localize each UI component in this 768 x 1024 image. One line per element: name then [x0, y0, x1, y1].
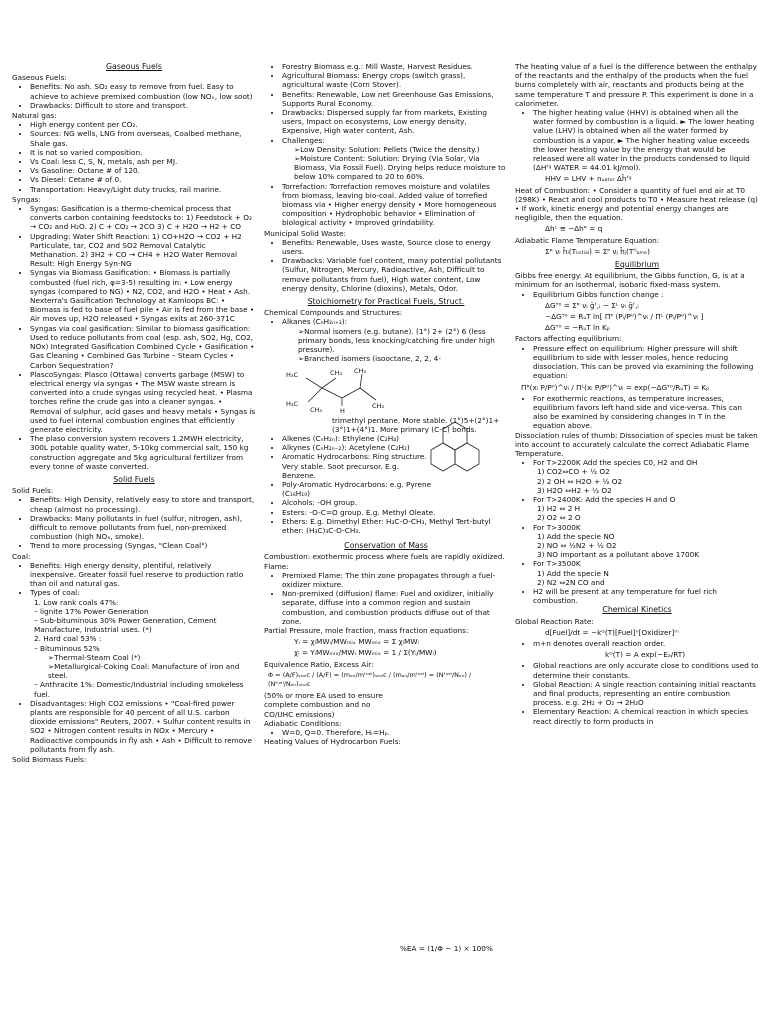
list-item: • Alkenes (CₙH₂ₙ): Ethylene (C₂H₄)	[282, 434, 432, 443]
list-item: • For exothermic reactions, as temperature increases, equilibrium favors left hand side and vice-versa. This can also be examined by considering changes in T in the equation above.	[533, 394, 759, 431]
mass-fraction-equation: Yᵢ = χᵢMWᵢ/MWₘᵢₓ MWₘᵢₓ = Σ χᵢMWᵢ	[294, 637, 419, 647]
adiabatic-flame-equation: Σᴿ νᵢ h̄ᵢ(Tᵢₙᵢₜᵢₐₗ) = Σᴾ νⱼ h̄ⱼ(Tᶠˡₐₘₑ)	[545, 246, 650, 256]
list-item: 3) H2O ⇔H2 + ½ O2	[537, 485, 612, 495]
msw-subheading: Municipal Solid Waste:	[264, 228, 346, 238]
list-item: • Upgrading: Water Shift Reaction: 1) CO+H2O → CO2 + H2 Particulate, tar, CO2 and SO2 Removal Catalytic Methanation. 2) 3H2 + CO → CH4 + H2O Water Removal Result: High Energy Syn-NG	[30, 232, 256, 269]
list-item: • Global reactions are only accurate close to conditions used to determine their constants.	[533, 661, 759, 679]
list-item: • For T>2200K Add the species C0, H2 and OH	[533, 458, 759, 467]
list-item: • Drawbacks: Dispersed supply far from markets, Existing users, Impact on ecosystems, Low energy density, Expensive, High water content, Ash.	[282, 108, 508, 136]
mol-label: CH₃	[310, 405, 323, 414]
list-item: • Drawbacks: Difficult to store and transport.	[30, 101, 256, 110]
heating-values-subheading: Heating Values of Hydrocarbon Fuels:	[264, 737, 401, 747]
list-item: • Poly-Aromatic Hydrocarbons: e.g. Pyrene (C₁₆H₁₀)	[282, 480, 432, 498]
global-rate-subheading: Global Reaction Rate:	[515, 616, 594, 626]
list-item: 2) 2 OH ⇔ H2O + ½ O2	[537, 476, 623, 486]
equivalence-ratio-subheading: Equivalence Ratio, Excess Air:	[264, 659, 374, 669]
list-item: • High energy content per CO₂.	[30, 120, 256, 129]
list-item: • Drawbacks: Many pollutants in fuel (sulfur, nitrogen, ash), difficult to remove pollutants from fuel, non-premixed combustion (high NOₓ, smoke).	[30, 514, 256, 542]
list-item: ➢ Thermal-Steam Coal (*)	[48, 653, 256, 662]
list-item: • Elementary Reaction: A chemical reaction in which species react directly to form products in	[533, 707, 759, 725]
list-item: – lignite 17% Power Generation	[34, 606, 149, 616]
gaseous-fuels-subheading: Gaseous Fuels:	[12, 73, 67, 83]
trimethyl-text: trimethyl pentane. More stable. (1°)5+(2°)1+(3°)1+(4°)1. More primary (C-C) bonds.	[332, 415, 500, 434]
list-item: • Challenges:	[282, 136, 508, 145]
column-3	[515, 62, 759, 726]
heating-value-paragraph: The heating value of a fuel is the difference between the enthalpy of the reactants and the enthalpy of the products when the fuel burns completely with air, reactants and products being at the same temperature T and pressure P. This experiment is done in a calorimeter.	[515, 62, 757, 108]
list-item: • Benefits: High energy density, plentiful, relatively inexpensive. Greater fossil fuel reserve to production ratio than oil and natural gas.	[30, 561, 256, 589]
list-item: • For T>3000K	[533, 523, 759, 532]
list-item: 1) H2 ⇔ 2 H	[537, 504, 581, 514]
natural-gas-subheading: Natural gas:	[12, 111, 57, 121]
list-item: • Syngas via Biomass Gasification: • Biomass is partially combusted (fuel rich, φ=3-5) resulting in: • Low energy syngas (compared to NG) • N2, CO2, and H2O • Heat • Ash. Nexterra's Gasification Technology at Kamloops BC: • Biomass is fed to base of fuel pile • Air is fed from the base • Air moves up, H2O released • Syngas exits at 260-371C	[30, 268, 256, 323]
list-item: ➢ Normal isomers (e.g. butane). (1°) 2+ (2°) 6 (less primary bonds, less knocking/catching fire under high pressure).	[298, 327, 508, 355]
solid-fuels-subheading: Solid Fuels:	[12, 486, 54, 496]
equivalence-ratio-equation: Φ = (A/F)ₛₜₒᵢc / (A/F) = (mₐᵢᵣ/mᶠᵘᵉˡ)ₛₜₒᵢc / (mₐᵢᵣ/mᶠᵘᵉˡ) = (Nᶠᵘᵉˡ/Nₐᵢᵣ) / (Nᶠᵘᵉˡ/Nₐᵢᵣ)ₛₜₒᵢc	[268, 670, 472, 688]
list-item: • Disadvantages: High CO2 emissions • "Coal-fired power plants are responsible for 40 percent of all U.S. carbon dioxide emissions" Reuters, 2007. • Sulfur content results in SO2 • Nitrogen content results in NOx • Mercury • Radioactive compounds in fly ash • Ash • Difficult to remove pollutants from fly ash.	[30, 699, 256, 754]
partial-pressure-subheading: Partial Pressure, mole fraction, mass fraction equations:	[264, 625, 469, 635]
gibbs-equation-1: ΔGᵀ⁰ = Σᴿ νᵢ ḡᶠ,ᵢ − Σᴸ νᵢ ḡᶠ,ᵢ	[545, 300, 639, 310]
list-item: ➢ Moisture Content: Solution: Drying (Via Solar, Via Biomass, Via Fossil Fuel). Drying helps reduce moisture to below 10% compared to 20 to 60%.	[294, 154, 508, 182]
mol-label: CH₃	[354, 366, 367, 375]
list-item: • Syngas: Gasification is a thermo-chemical process that converts carbon containing feedstocks to: 1) Feedstock + O₂ → CO₂ and H₂O. 2) C + CO₂ → 2CO 3) C + H2O → H2 + CO	[30, 204, 256, 232]
solid-biomass-subheading: Solid Biomass Fuels:	[12, 755, 87, 765]
list-item: 1. Low rank coals 47%:	[34, 597, 119, 607]
equilibrium-heading: Equilibrium	[614, 260, 660, 270]
list-item: • Alkanes (CₙH₂ₙ₊₂):	[282, 317, 508, 326]
t3500-list	[515, 569, 759, 587]
list-item: • Agricultural Biomass: Energy crops (switch grass), agricultural waste (Corn Stover).	[282, 71, 508, 89]
list-item: • Transportation: Heavy/Light duty trucks, rail marine.	[30, 185, 256, 194]
heat-of-combustion-paragraph: Heat of Combustion: • Consider a quantity of fuel and air at T0 (298K) • React and cool products to T0 • Measure heat release (q) • If work, kinetic energy and potential energy changes are negligible, then the equation.	[515, 185, 758, 223]
combustion-definition: Combustion: exothermic process where fuels are rapidly oxidized.	[264, 552, 505, 562]
column-1	[12, 62, 256, 764]
gibbs-paragraph: Gibbs free energy: At equilibrium, the Gibbs function, G, is at a minimum for an isothermal, isobaric fixed-mass system.	[515, 271, 745, 290]
mol-label: CH₃	[372, 401, 385, 410]
gibbs-equation-2: −ΔGᵀ⁰ = RᵤT ln[ Πᴾ (Pᵢ/P⁰)^νᵢ / Πᴸ (Pᵢ/P⁰)^νᵢ ]	[545, 312, 704, 322]
chemical-compounds-subheading: Chemical Compounds and Structures:	[264, 308, 403, 318]
stoichiometry-heading: Stoichiometry for Practical Fuels, Struct.	[307, 297, 465, 307]
list-item: • The higher heating value (HHV) is obtained when all the water formed by combustion is a liquid. ► The lower heating value (LHV) is obtained when all the water formed by combustion is a vapor. ► The higher heating value exceeds the lower heating value by the energy that would be released were all water in the products condensed to liquid (ΔHᶠᵍ WATER = 44.01 kJ/mol).	[533, 108, 759, 172]
chemical-kinetics-heading: Chemical Kinetics	[602, 605, 672, 615]
excess-air-note: (50% or more EA used to ensure complete combustion and no CO/UHC emissions)	[264, 691, 383, 719]
list-item: – Sub-bituminous 30% Power Generation, Cement Manufacture, Industrial uses. (*)	[34, 615, 217, 635]
list-item: 2) O2 ⇔ 2 O	[537, 513, 581, 523]
list-item: • Non-premixed (diffusion) flame: Fuel and oxidizer, initially separate, diffuse into a common region and sustain combustion, and combustion products diffuse out of that zone.	[282, 589, 508, 626]
mol-label: H	[340, 406, 345, 414]
mol-label: H₃C	[286, 370, 299, 379]
list-item: • Vs Diesel: Cetane # of 0.	[30, 175, 256, 184]
list-item: • Alcohols: -OH group.	[282, 498, 432, 507]
list-item: • PlascoSyngas: Plasco (Ottawa) converts garbage (MSW) to electrical energy via syngas • The MSW waste stream is converted into a crude syngas using recycled heat. • Plasma torches refine the crude gas into a cleaner syngas. • Removal of sulphur, acid gases and heavy metals • Syngas is used to fuel internal combustion engines that efficiently generate electricity.	[30, 370, 256, 434]
arrhenius-equation: kᴳ(T) = A exp(−Eₐ/RT)	[605, 650, 686, 660]
list-item: • Esters: -O-C=O group. E.g. Methyl Oleate.	[282, 508, 508, 517]
list-item: ➢ Metallurgical-Coking Coal: Manufacture of iron and steel.	[48, 662, 256, 680]
coal-subheading: Coal:	[12, 551, 31, 561]
mole-fraction-equation: χᵢ = YᵢMWₘᵢₓ/MWᵢ MWₘᵢₓ = 1 / Σ(Yᵢ/MWᵢ)	[294, 648, 437, 658]
list-item: • m+n denotes overall reaction order.	[533, 639, 759, 648]
flame-subheading: Flame:	[264, 561, 289, 571]
list-item: • Premixed Flame: The thin zone propagates through a fuel-oxidizer mixture.	[282, 571, 508, 589]
list-item: • Benefits: Renewable, Uses waste, Source close to energy users.	[282, 238, 508, 256]
list-item: • Ethers: E.g. Dimethyl Ether: H₃C-O-CH₃, Methyl Tert-butyl ether: (H₃C)₃C-O-CH₃.	[282, 517, 508, 535]
list-item: • The plaso conversion system recovers 1.2MWH electricity, 300L potable quality water, 5-10kg commercial salt, 150 kg construction aggregate and 5kg agricultural fertilizer from every tonne of waste converted.	[30, 434, 256, 471]
isooctane-structure-diagram	[284, 366, 394, 414]
list-item: • Benefits: Renewable, Low net Greenhouse Gas Emissions, Supports Rural Economy.	[282, 90, 508, 108]
list-item: • Vs Gasoline: Octane # of 120.	[30, 166, 256, 175]
mol-label: H₃C	[286, 399, 299, 408]
coal-types-list	[12, 598, 256, 699]
list-item: • Sources: NG wells, LNG from overseas, Coalbed methane, Shale gas.	[30, 129, 256, 147]
hhv-equation: HHV = LHV + nᵤₐₜₑᵣ Δh̄ᶠᵍ	[545, 174, 632, 184]
adiabatic-flame-subheading: Adiabatic Flame Temperature Equation:	[515, 235, 660, 245]
t2200-list	[515, 467, 759, 495]
mol-label: CH₃	[330, 368, 343, 377]
list-item: • Benefits: High Density, relatively easy to store and transport, cheap (almost no processing).	[30, 495, 256, 513]
list-item: • Trend to more processing (Syngas, "Clean Coal")	[30, 541, 256, 550]
list-item: • Syngas via coal gasification: Similar to biomass gasification: Used to reduce pollutants from coal (esp. ash, SO2, Hg, CO2, NOx) Integrated Gasification Combined Cycle • Gasification • Gas Cleaning • Combined Gas Turbine – Steam Cycles • Carbon Sequestration?	[30, 324, 256, 370]
dissociation-paragraph: Dissociation rules of thumb: Dissociation of species must be taken into account to accurately calculate the correct Adiabatic Flame Temperature.	[515, 430, 758, 458]
list-item: 2) NO ⇔ ½N2 + ½ O2	[537, 540, 617, 550]
list-item: 2. Hard coal 53% :	[34, 634, 102, 644]
list-item: • H2 will be present at any temperature for fuel rich combustion.	[533, 587, 759, 605]
list-item: 2) N2 ⇔2N CO and	[537, 577, 605, 587]
list-item: • Global Reaction: A single reaction containing initial reactants and final products, representing an entire combustion process. e.g. 2H₂ + O₂ → 2H₂O	[533, 680, 759, 708]
list-item: • Types of coal:	[30, 588, 256, 597]
list-item: • Benefits: No ash. SO₂ easy to remove from fuel. Easy to achieve to achieve premixed combustion (low NOₓ, low soot)	[30, 82, 256, 100]
list-item: • It is not so varied composition.	[30, 148, 256, 157]
syngas-subheading: Syngas:	[12, 194, 41, 204]
list-item: • Alkynes (CₙH₂ₙ₋₂): Acetylene (C₂H₂)	[282, 443, 432, 452]
list-item: 1) CO2⇔CO + ½ O2	[537, 467, 610, 477]
list-item: – Anthracite 1%: Domestic/Industrial including smokeless fuel.	[34, 680, 244, 699]
adiabatic-subheading: Adiabatic Conditions:	[264, 718, 342, 728]
excess-air-equation: %EA = (1/Φ − 1) × 100%	[400, 944, 493, 953]
t3000-list	[515, 532, 759, 560]
list-item: • Torrefaction: Torrefaction removes moisture and volatiles from biomass, leaving bio-coal. Added value of torrefied biomass via • Higher energy density • More homogeneous composition • Hydrophobic behavior • Elimination of biological activity • Improved grindability.	[282, 182, 508, 228]
list-item: • For T>3500K	[533, 559, 759, 568]
list-item: • Drawbacks: Variable fuel content, many potential pollutants (Sulfur, Nitrogen, Mercury, Radioactive, Ash, Difficult to remove pollutants from fuel), High water content, Low energy density, Chlorine (dioxins), Metals, Odor.	[282, 256, 508, 293]
solid-fuels-heading: Solid Fuels	[113, 474, 155, 484]
factors-subheading: Factors affecting equilibrium:	[515, 334, 622, 344]
gaseous-fuels-heading: Gaseous Fuels	[106, 62, 162, 71]
conservation-of-mass-heading: Conservation of Mass	[344, 541, 428, 551]
heat-of-combustion-equation: Δhᶜ ≡ −Δhᴿ = q	[545, 224, 603, 234]
list-item: ➢ Low Density: Solution: Pellets (Twice the density.)	[294, 145, 508, 154]
column-2	[264, 62, 508, 953]
gibbs-equation-3: ΔGᵀ⁰ = −RᵤT ln Kₚ	[545, 323, 610, 333]
list-item: 3) NO important as a pollutant above 1700K	[537, 550, 700, 560]
list-item: ➢ Branched isomers (isooctane, 2, 2, 4-	[298, 354, 508, 363]
pyrene-structure-diagram	[428, 418, 482, 478]
list-item: • Vs Coal: less C, S, N, metals, ash per MJ.	[30, 157, 256, 166]
list-item: • Aromatic Hydrocarbons: Ring structure. Very stable. Soot precursor. E.g. Benzene.	[282, 452, 432, 480]
t2400-list	[515, 504, 759, 522]
list-item: • W=0, Q=0. Therefore, Hᵣ=Hₚ.	[282, 728, 508, 737]
list-item: • For T>2400K: Add the species H and O	[533, 495, 759, 504]
kp-equation: Πᴿ(xᵢ P/P⁰)^νᵢ / Πᴸ(xᵢ P/P⁰)^νᵢ = exp(−ΔGᵀ⁰/RᵤT) = Kₚ	[521, 382, 710, 392]
list-item: 1) Add the specie NO	[537, 531, 615, 541]
rate-equation: d[Fuel]/dt = −kᴳ(T)[Fuel]ⁿ[Oxidizer]ᵐ	[545, 627, 679, 637]
list-item: • Equilibrium Gibbs function change :	[533, 290, 759, 299]
list-item: – Bituminous 52%	[34, 643, 100, 653]
list-item: • Forestry Biomass e.g.: Mill Waste, Harvest Residues.	[282, 62, 508, 71]
list-item: • Pressure effect on equilibrium: Higher pressure will shift equilibrium to side with lesser moles, hence reducing dissociation. This can be proved via examining the following equation:	[533, 344, 759, 381]
list-item: 1) Add the specie N	[537, 568, 609, 578]
